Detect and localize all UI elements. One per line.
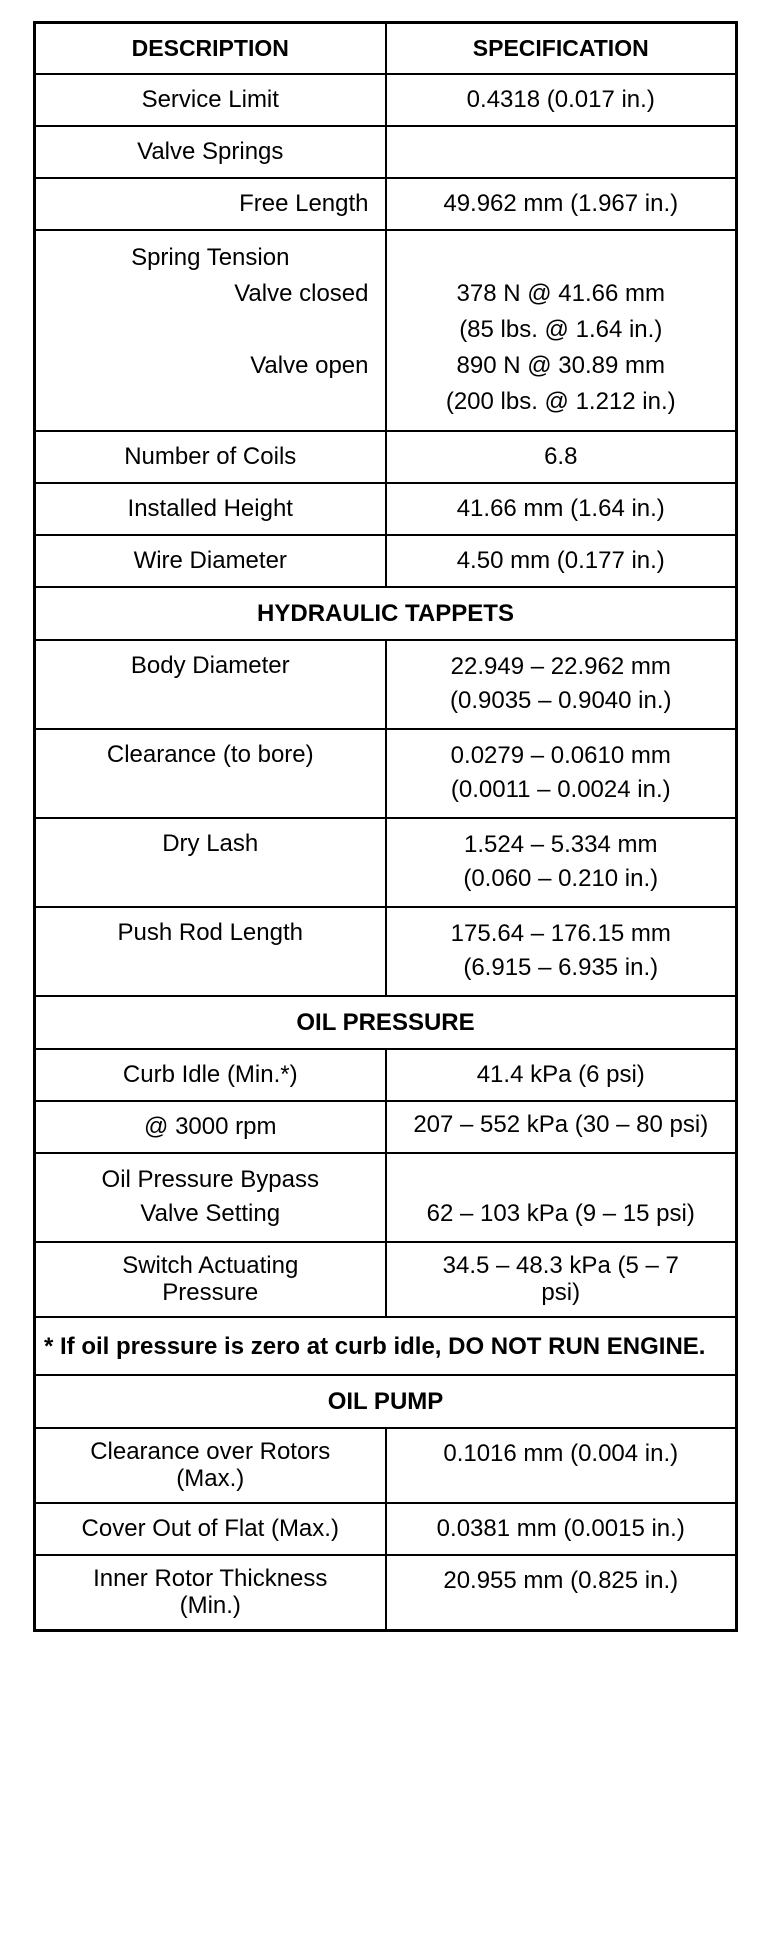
table-row — [35, 178, 737, 230]
desc-cell: Clearance over Rotors (Max.) — [35, 1428, 386, 1503]
desc-cell: Number of Coils — [35, 431, 386, 483]
note-row — [35, 1317, 737, 1375]
spec-line: 22.949 – 22.962 mm — [450, 653, 671, 680]
spec-line: 1.524 – 5.334 mm — [464, 831, 658, 858]
desc-cell: Push Rod Length — [35, 907, 386, 996]
closed-spec-2: (85 lbs. @ 1.64 in.) — [459, 316, 663, 343]
desc-cell: Installed Height — [35, 483, 386, 535]
spec-cell: 41.66 mm (1.64 in.) — [386, 483, 737, 535]
spacer — [395, 1163, 728, 1197]
spring-tension-label: Spring Tension — [131, 244, 290, 271]
table-row — [35, 818, 737, 907]
valve-closed-label: Valve closed — [234, 280, 369, 307]
spec-line: (0.060 – 0.210 in.) — [463, 865, 659, 892]
section-row — [35, 1375, 737, 1428]
desc-cell: Valve Springs — [35, 126, 386, 178]
spec-cell — [386, 818, 737, 907]
desc-cell: Wire Diameter — [35, 535, 386, 587]
spec-line: (0.0011 – 0.0024 in.) — [450, 776, 671, 803]
desc-cell: Free Length — [35, 178, 386, 230]
spec-cell — [386, 126, 737, 178]
table-row — [35, 74, 737, 126]
desc-cell: Cover Out of Flat (Max.) — [35, 1503, 386, 1555]
header-row — [35, 23, 737, 75]
table-row — [35, 729, 737, 818]
spec-cell: 0.4318 (0.017 in.) — [386, 74, 737, 126]
table-row — [35, 431, 737, 483]
table-row — [35, 1503, 737, 1555]
engine-specification-table — [33, 21, 738, 1632]
desc-cell — [35, 1153, 386, 1242]
spec-cell: 49.962 mm (1.967 in.) — [386, 178, 737, 230]
specification-header: SPECIFICATION — [386, 23, 737, 75]
spec-line: 62 – 103 kPa (9 – 15 psi) — [426, 1200, 695, 1227]
closed-spec-1: 378 N @ 41.66 mm — [456, 280, 665, 307]
spec-line: (6.915 – 6.935 in.) — [463, 954, 659, 981]
spec-cell: 6.8 — [386, 431, 737, 483]
table-row — [35, 535, 737, 587]
desc-cell: Service Limit — [35, 74, 386, 126]
spec-cell: 34.5 – 48.3 kPa (5 – 7 psi) — [386, 1242, 737, 1317]
spec-cell — [386, 1153, 737, 1242]
desc-cell: Body Diameter — [35, 640, 386, 729]
desc-cell — [35, 230, 386, 431]
desc-cell: Clearance (to bore) — [35, 729, 386, 818]
spec-cell: 4.50 mm (0.177 in.) — [386, 535, 737, 587]
spec-cell — [386, 729, 737, 818]
table-row — [35, 1153, 737, 1242]
spec-line: 175.64 – 176.15 mm — [450, 920, 671, 947]
spec-line: 0.0279 – 0.0610 mm — [450, 742, 671, 769]
oil-pressure-heading: OIL PRESSURE — [35, 996, 737, 1049]
desc-cell: Switch Actuating Pressure — [35, 1242, 386, 1317]
table-row — [35, 230, 737, 431]
table-row — [35, 1242, 737, 1317]
desc-cell: @ 3000 rpm — [35, 1101, 386, 1153]
spec-cell: 41.4 kPa (6 psi) — [386, 1049, 737, 1101]
table-row — [35, 1428, 737, 1503]
description-header: DESCRIPTION — [35, 23, 386, 75]
desc-line: Valve Setting — [140, 1200, 281, 1227]
table-row — [35, 640, 737, 729]
spec-cell: 0.0381 mm (0.0015 in.) — [386, 1503, 737, 1555]
spec-cell: 207 – 552 kPa (30 – 80 psi) — [386, 1101, 737, 1153]
section-row — [35, 587, 737, 640]
table-row — [35, 907, 737, 996]
hydraulic-tappets-heading: HYDRAULIC TAPPETS — [35, 587, 737, 640]
valve-open-label: Valve open — [250, 352, 369, 379]
spec-cell — [386, 907, 737, 996]
spec-cell: 20.955 mm (0.825 in.) — [386, 1555, 737, 1631]
oil-pressure-note: * If oil pressure is zero at curb idle, DO NOT RUN ENGINE. — [35, 1317, 737, 1375]
desc-line: Oil Pressure Bypass — [101, 1166, 319, 1193]
table-row — [35, 126, 737, 178]
spec-cell — [386, 640, 737, 729]
table-row — [35, 1555, 737, 1631]
open-spec-1: 890 N @ 30.89 mm — [456, 352, 665, 379]
spec-cell — [386, 230, 737, 431]
desc-cell: Dry Lash — [35, 818, 386, 907]
spacer — [44, 312, 377, 348]
oil-pump-heading: OIL PUMP — [35, 1375, 737, 1428]
table-row — [35, 1049, 737, 1101]
section-row — [35, 996, 737, 1049]
desc-cell: Inner Rotor Thickness (Min.) — [35, 1555, 386, 1631]
table-row — [35, 1101, 737, 1153]
desc-cell: Curb Idle (Min.*) — [35, 1049, 386, 1101]
table-row — [35, 483, 737, 535]
spec-cell: 0.1016 mm (0.004 in.) — [386, 1428, 737, 1503]
open-spec-2: (200 lbs. @ 1.212 in.) — [445, 388, 676, 415]
spec-line: (0.9035 – 0.9040 in.) — [450, 687, 672, 714]
spacer — [395, 240, 728, 276]
